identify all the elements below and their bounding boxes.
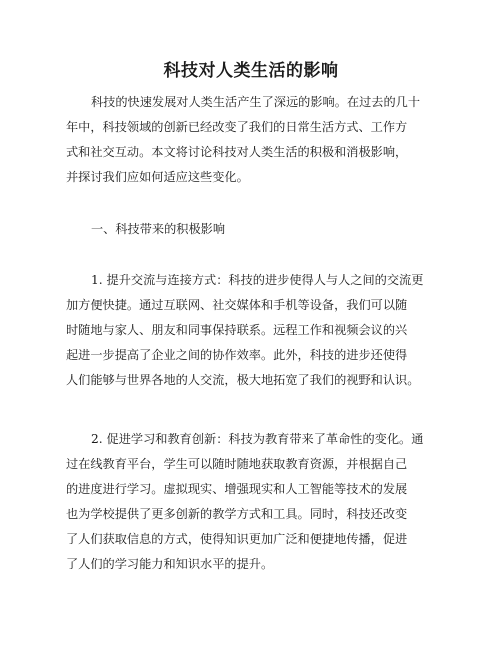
point-2-line: 过在线教育平台，学生可以随时随地获取教育资源，并根据自己 <box>66 457 408 471</box>
point-1-line: 加方便快捷。通过互联网、社交媒体和手机等设备，我们可以随 <box>66 298 408 312</box>
point-1-line: 1. 提升交流与连接方式：科技的进步使得人与人之间的交流更 <box>91 273 424 287</box>
point-1-line: 人们能够与世界各地的人交流，极大地拓宽了我们的视野和认识。 <box>66 373 420 387</box>
point-2-line: 了人们的学习能力和知识水平的提升。 <box>66 557 274 571</box>
document-title: 科技对人类生活的影响 <box>163 61 339 81</box>
intro-line: 科技的快速发展对人类生活产生了深远的影响。在过去的几十 <box>91 95 421 109</box>
intro-line: 年中，科技领域的创新已经改变了我们的日常生活方式、工作方 <box>66 120 408 134</box>
point-2-line: 也为学校提供了更多创新的教学方式和工具。同时，科技还改变 <box>66 507 408 521</box>
section-heading-text: 一、科技带来的积极影响 <box>91 222 226 236</box>
point-2-line: 了人们获取信息的方式，使得知识更加广泛和便捷地传播，促进 <box>66 532 408 546</box>
point-2-line: 2. 促进学习和教育创新：科技为教育带来了革命性的变化。通 <box>91 432 424 446</box>
point-2-line: 的进度进行学习。虚拟现实、增强现实和人工智能等技术的发展 <box>66 482 408 496</box>
intro-line: 并探讨我们应如何适应这些变化。 <box>66 170 249 184</box>
point-1-line: 起进一步提高了企业之间的协作效率。此外，科技的进步还使得 <box>66 348 408 362</box>
intro-line: 式和社交互动。本文将讨论科技对人类生活的积极和消极影响， <box>66 145 408 159</box>
point-1-line: 时随地与家人、朋友和同事保持联系。远程工作和视频会议的兴 <box>66 323 408 337</box>
